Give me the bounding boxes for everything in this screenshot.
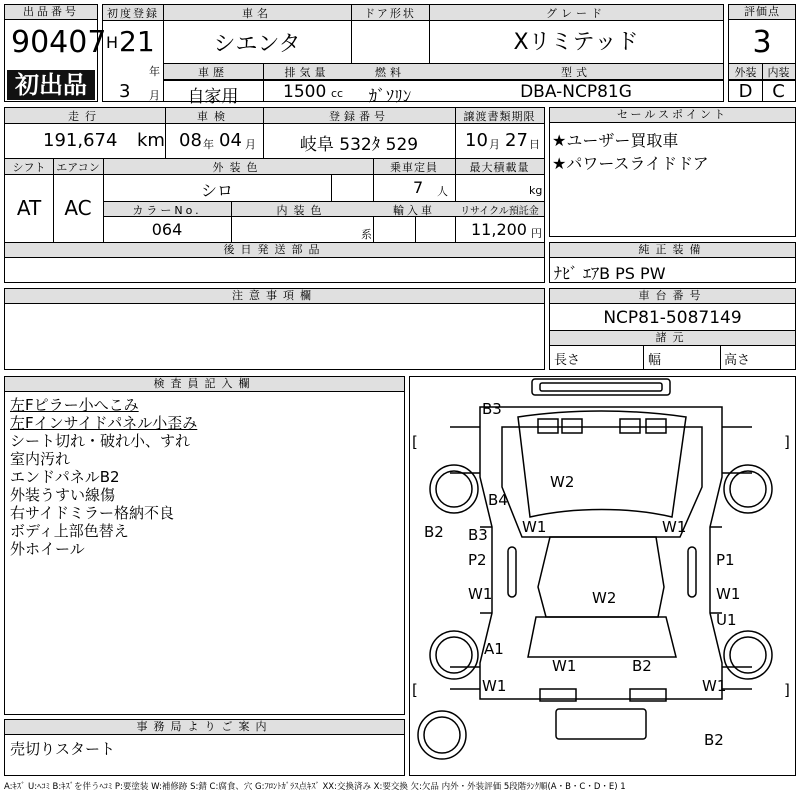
damage-mark: B3 (482, 400, 502, 418)
recycle-unit: 円 (531, 227, 542, 240)
interior-color-unit: 系 (361, 228, 372, 241)
capacity-label: 乗車定員 (390, 161, 438, 174)
dimensions-label: 諸元 (550, 331, 795, 346)
inspection-label: 車検 (197, 110, 231, 123)
first-reg-year: 21 (119, 25, 155, 58)
inspector-line: 外装うすい線傷 (10, 486, 116, 504)
damage-mark: W2 (550, 473, 575, 491)
first-reg-label: 初度登録 (107, 7, 159, 20)
office-notice-box (4, 719, 405, 776)
chassis-box (549, 288, 796, 370)
mileage-unit: km (137, 130, 165, 151)
load-label: 最大積載量 (469, 161, 530, 174)
ac-label: エアコン (56, 161, 100, 174)
history-label: 車歴 (198, 66, 228, 79)
chassis-value: NCP81-5087149 (603, 308, 742, 328)
damage-mark: U1 (716, 611, 737, 629)
damage-mark: B4 (488, 491, 508, 509)
equipment-box (549, 242, 796, 283)
damage-mark: P1 (716, 551, 735, 569)
damage-mark: B3 (468, 526, 488, 544)
color-no-value: 064 (151, 220, 183, 239)
office-notice-value: 売切りスタート (10, 740, 116, 758)
left-bracket: [ (412, 433, 418, 451)
vehicle-info-box (102, 4, 724, 107)
sales-point-2: ★パワースライドドア (552, 154, 709, 173)
length-label: 長さ (554, 353, 581, 368)
transfer-day-unit: 日 (529, 138, 540, 151)
damage-mark: B2 (424, 523, 444, 541)
shift-label: シフト (12, 161, 46, 174)
later-parts-label: 後日発送部品 (5, 243, 544, 258)
inspector-line: 左Fインサイドパネル小歪み (10, 414, 198, 432)
interior-color-label: 内装色 (276, 204, 328, 217)
transfer-month-unit: 月 (489, 138, 500, 151)
mileage-label: 走行 (68, 110, 102, 123)
transfer-label: 譲渡書類期限 (463, 110, 536, 123)
door-label: ドア形状 (364, 7, 416, 20)
car-outline-diagram (410, 377, 795, 775)
car-name-label: 車名 (242, 7, 272, 20)
plate-value: 岐阜 532ﾀ 529 (299, 135, 419, 155)
model-value: DBA-NCP81G (520, 82, 632, 102)
first-reg-year-unit: 年 (149, 65, 160, 78)
inspector-line: ボディ上部色替え (10, 522, 129, 540)
sales-point-1: ★ユーザー買取車 (552, 131, 679, 150)
height-label: 高さ (724, 353, 751, 368)
shift-value: AT (16, 196, 42, 220)
inspector-line: 左Fピラー小へこみ (10, 396, 139, 414)
capacity-unit: 人 (437, 185, 448, 198)
lot-number-value: 90407 (11, 25, 107, 60)
legend-text: A:ｷｽﾞ U:ﾍｺﾐ B:ｷｽﾞを伴うﾍｺﾐ P:要塗装 W:補修跡 S:錆 C:腐食、穴 G:ﾌﾛﾝﾄｶﾞﾗｽ点ｷｽﾞ XX:交換済み X:要交換 欠:欠品 内外・外装評価 5段階ﾗﾝｸ順(A・B・C・D・E) 1 (4, 782, 626, 792)
damage-mark: W1 (482, 677, 507, 695)
exterior-color-label: 外装色 (212, 161, 264, 174)
inspector-line: 右サイドミラー格納不良 (10, 504, 174, 522)
office-notice-label: 事務局よりご案内 (5, 720, 404, 735)
inspector-line: エンドパネルB2 (10, 468, 120, 486)
damage-mark: W1 (702, 677, 727, 695)
transfer-month: 10 (465, 130, 488, 151)
inspection-year-unit: 年 (203, 138, 214, 151)
sales-point-box (549, 107, 796, 237)
left-bracket: [ (412, 681, 418, 699)
displacement-unit: cc (331, 87, 344, 100)
first-reg-month-unit: 月 (149, 89, 160, 102)
ac-value: AC (64, 196, 92, 220)
right-bracket: ] (784, 681, 790, 699)
damage-diagram-box (409, 376, 796, 776)
damage-mark: W1 (468, 585, 493, 603)
equipment-label: 純正装備 (550, 243, 795, 258)
chassis-label: 車台番号 (550, 289, 795, 304)
interior-label: 内装 (767, 66, 790, 79)
grade-value: Xリミテッド (513, 30, 639, 55)
lot-number-box (4, 4, 107, 102)
score-box (728, 4, 796, 102)
detail-box (4, 107, 545, 243)
fuel-label: 燃料 (375, 66, 405, 79)
later-parts-box (4, 242, 545, 283)
era-mark: H (106, 33, 119, 52)
damage-mark: B2 (704, 731, 724, 749)
inspection-month-unit: 月 (245, 138, 256, 151)
displacement-value: 1500 (283, 82, 327, 102)
transfer-day: 27 (505, 130, 528, 151)
inspector-line: 室内汚れ (10, 450, 71, 468)
recycle-value: 11,200 (471, 220, 527, 239)
inspection-year: 08 (179, 130, 202, 151)
lot-number-label: 出品番号 (5, 5, 97, 20)
color-no-label: カラーNo. (132, 204, 202, 217)
damage-mark: B2 (632, 657, 652, 675)
right-bracket: ] (784, 433, 790, 451)
grade-label: グレード (546, 7, 606, 20)
plate-label: 登録番号 (329, 110, 389, 123)
history-value: 自家用 (187, 87, 239, 107)
recycle-label: リサイクル預託金 (460, 206, 539, 217)
exterior-label: 外装 (734, 66, 757, 79)
equipment-value: ﾅﾋﾞ ｴｱB PS PW (554, 264, 666, 283)
damage-mark: W1 (662, 518, 687, 536)
capacity-value: 7 (413, 178, 424, 197)
exterior-color-value: シロ (200, 181, 233, 200)
first-time-badge: 初出品 (7, 70, 95, 100)
damage-mark: W1 (552, 657, 577, 675)
displacement-label: 排気量 (284, 66, 330, 79)
inspector-notes-label: 検査員記入欄 (5, 377, 404, 392)
mileage-value: 191,674 (43, 130, 118, 151)
sales-point-label: セールスポイント (550, 108, 795, 123)
fuel-value: ｶﾞｿﾘﾝ (368, 87, 412, 107)
inspector-notes-box (4, 376, 405, 715)
damage-mark: W1 (716, 585, 741, 603)
import-label: 輸入車 (393, 204, 435, 217)
exterior-score: D (738, 81, 753, 102)
notes-box (4, 288, 545, 370)
damage-mark: A1 (484, 640, 504, 658)
interior-score: C (772, 81, 785, 102)
load-unit: kg (529, 184, 543, 197)
car-name-value: シエンタ (213, 32, 301, 57)
inspector-line: 外ホイール (10, 540, 85, 558)
damage-mark: W1 (522, 518, 547, 536)
first-reg-month: 3 (119, 81, 131, 102)
damage-mark: W2 (592, 589, 617, 607)
inspector-line: シート切れ・破れ小、すれ (10, 432, 191, 450)
inspection-month: 04 (219, 130, 242, 151)
score-label: 評価点 (729, 5, 795, 20)
score-value: 3 (752, 25, 772, 60)
notes-label: 注意事項欄 (5, 289, 544, 304)
width-label: 幅 (648, 353, 662, 368)
model-label: 型式 (561, 66, 591, 79)
damage-mark: P2 (468, 551, 487, 569)
